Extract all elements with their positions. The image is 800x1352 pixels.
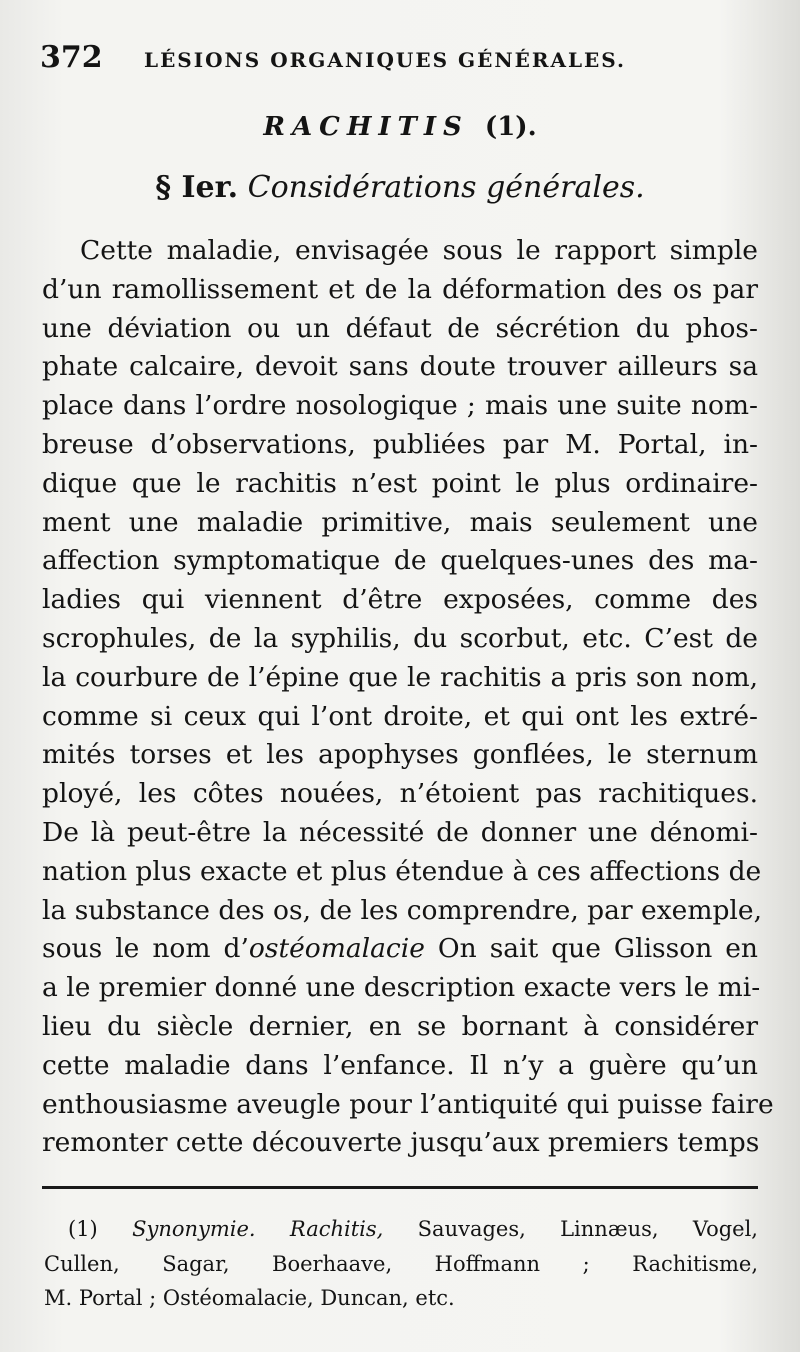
body-line: breuse d’observations, publiées par M. Portal, in- bbox=[42, 428, 758, 460]
body-line: affection symptomatique de quelques-unes des ma- bbox=[42, 545, 758, 577]
body-line: ment une maladie primitive, mais seulement une bbox=[42, 506, 758, 538]
footnote-line: Cullen, Sagar, Boerhaave, Hoffmann ; Rachitisme, bbox=[44, 1251, 758, 1276]
body-line: phate calcaire, devoit sans doute trouver ailleurs sa bbox=[42, 351, 758, 383]
body-line: place dans l’ordre nosologique ; mais une suite nom- bbox=[42, 390, 758, 422]
body-line: ployé, les côtes nouées, n’étoient pas rachitiques. bbox=[42, 778, 758, 810]
chapter-title-text: RACHITIS bbox=[263, 112, 469, 142]
section-heading bbox=[0, 170, 800, 205]
running-title: LÉSIONS ORGANIQUES GÉNÉRALES. bbox=[144, 48, 626, 72]
body-line: d’un ramollissement et de la déformation des os par bbox=[42, 273, 758, 305]
body-line: mités torses et les apophyses gonflées, le sternum bbox=[42, 739, 758, 771]
footnote-line bbox=[44, 1212, 758, 1247]
running-head bbox=[40, 40, 760, 80]
body-line: une déviation ou un défaut de sécrétion du phos- bbox=[42, 312, 758, 344]
text-run: sous le nom d’ bbox=[42, 933, 249, 965]
body-line: nation plus exacte et plus étendue à ces affections de bbox=[42, 855, 762, 887]
page-number: 372 bbox=[40, 40, 103, 75]
footnote-rachitis: Rachitis, bbox=[289, 1217, 384, 1241]
text-run: On sait que Glisson en bbox=[424, 933, 758, 965]
body-line: enthousiasme aveugle pour l’antiquité qui puisse faire bbox=[42, 1088, 774, 1120]
footnote-divider bbox=[42, 1186, 758, 1189]
footnote-line: M. Portal ; Ostéomalacie, Duncan, etc. bbox=[44, 1286, 455, 1310]
body-line: De là peut-être la nécessité de donner une dénomi- bbox=[42, 816, 758, 848]
body-line: comme si ceux qui l’ont droite, et qui ont les extré- bbox=[42, 700, 758, 732]
footnote-reference: (1). bbox=[484, 112, 537, 142]
chapter-title bbox=[0, 112, 800, 142]
footnote-authors: Sauvages, Linnæus, Vogel, bbox=[417, 1217, 758, 1241]
body-line: remonter cette découverte jusqu’aux premiers temps bbox=[42, 1127, 760, 1159]
footnote-synonymie: Synonymie. bbox=[132, 1217, 256, 1241]
body-line: lieu du siècle dernier, en se bornant à considérer bbox=[42, 1010, 758, 1042]
body-line: la courbure de l’épine que le rachitis a pris son nom, bbox=[42, 661, 758, 693]
italic-term: ostéomalacie bbox=[248, 933, 425, 965]
footnote-marker: (1) bbox=[68, 1217, 98, 1241]
footnote bbox=[44, 1212, 758, 1316]
body-line: Cette maladie, envisagée sous le rapport simple bbox=[80, 235, 758, 266]
body-text bbox=[42, 232, 774, 1163]
body-line: la substance des os, de les comprendre, par exemple, bbox=[42, 894, 763, 926]
body-line-mixed bbox=[42, 930, 758, 969]
body-line: a le premier donné une description exacte vers le mi- bbox=[42, 972, 761, 1004]
body-line: cette maladie dans l’enfance. Il n’y a guère qu’un bbox=[42, 1049, 758, 1081]
body-line: ladies qui viennent d’être exposées, comme des bbox=[42, 584, 758, 616]
body-line: scrophules, de la syphilis, du scorbut, etc. C’est de bbox=[42, 622, 758, 654]
section-title: Considérations générales. bbox=[247, 170, 645, 205]
body-line: dique que le rachitis n’est point le plus ordinaire- bbox=[42, 467, 758, 499]
section-number: § Ier. bbox=[155, 170, 239, 205]
